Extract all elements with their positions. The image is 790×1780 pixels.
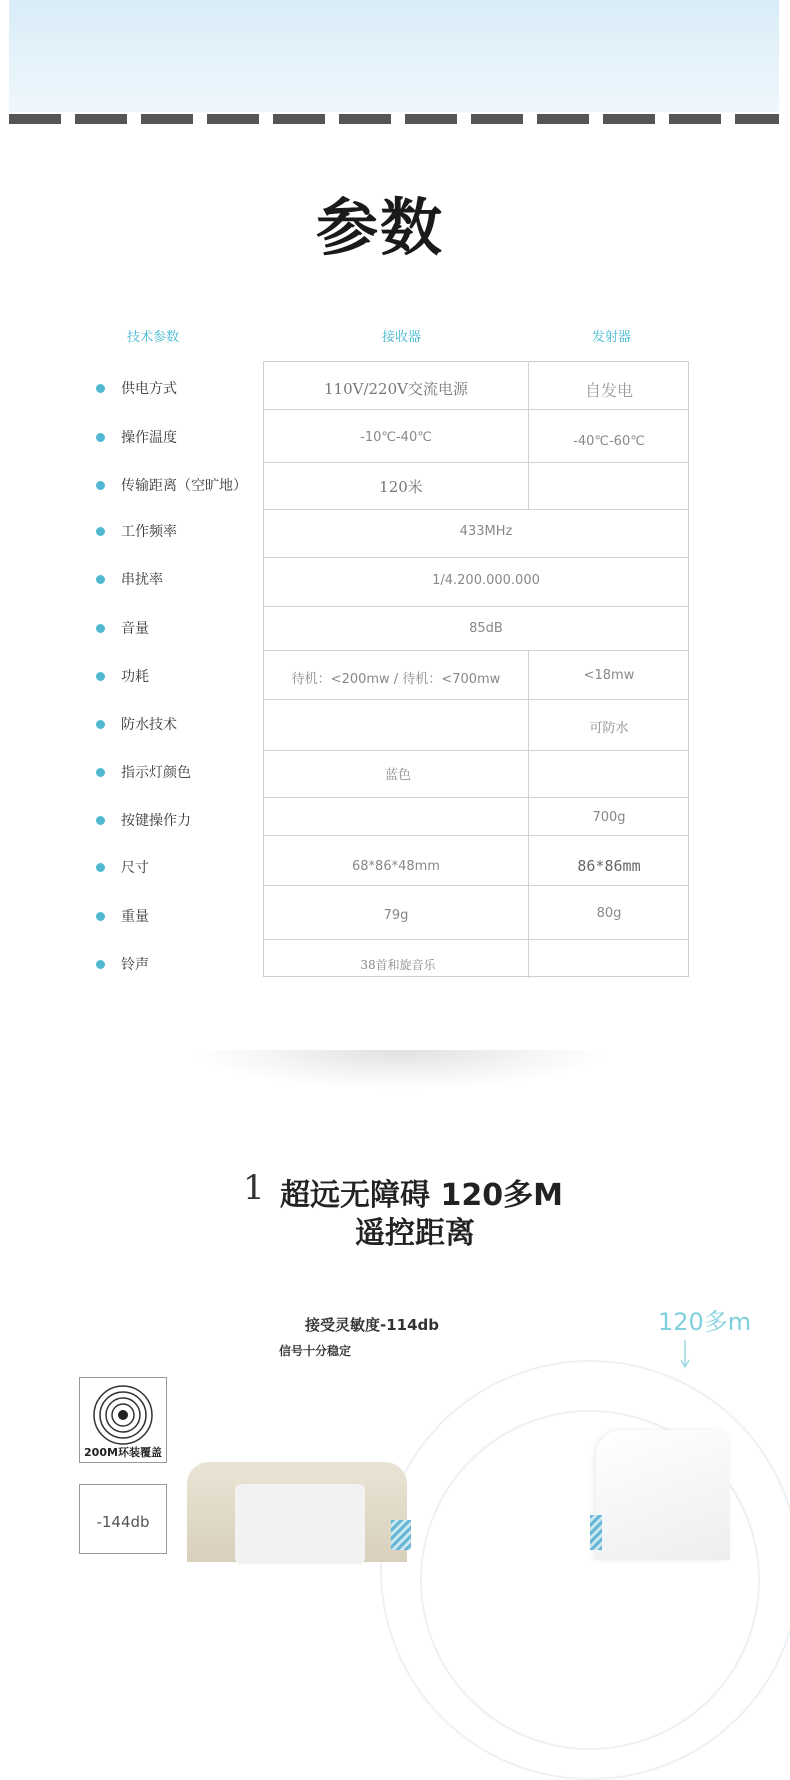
bullet-dot: [96, 527, 105, 536]
bullet-dot: [96, 816, 105, 825]
bullet-dot: [96, 960, 105, 969]
bullet-dot: [96, 481, 105, 490]
table-cell: 自发电: [584, 381, 633, 400]
table-cell: 86*86mm: [577, 857, 641, 875]
spec-table: [263, 361, 689, 977]
distance-label: 120多m: [658, 1308, 752, 1336]
bullet-dot: [96, 863, 105, 872]
dashed-divider: [9, 114, 779, 124]
table-cell: 待机：<200mw / 待机：<700mw: [291, 672, 501, 687]
row-label: 工作频率: [96, 521, 177, 541]
row-label: 尺寸: [96, 857, 149, 877]
row-label: 重量: [96, 906, 149, 926]
row-label: 功耗: [96, 666, 149, 686]
table-cell: 110V/220V交流电源: [324, 380, 468, 398]
row-label: 按键操作力: [96, 810, 191, 830]
table-cell: 38首和旋音乐: [360, 958, 436, 972]
row-label: 防水技术: [96, 714, 177, 734]
db-value: -144db: [96, 1513, 150, 1531]
feature-subtitle: 遥控距离: [355, 1216, 475, 1251]
table-cell: 79g: [383, 908, 409, 923]
table-cell: 80g: [596, 906, 622, 921]
table-cell: 85dB: [469, 621, 503, 636]
page-title: 参数: [315, 191, 444, 264]
table-cell: 120米: [379, 478, 423, 496]
coverage-box: [79, 1377, 167, 1463]
table-cell: -10℃-40℃: [360, 430, 432, 445]
column-header-param: 技术参数: [127, 330, 180, 345]
row-label: 供电方式: [96, 378, 177, 398]
column-header-receiver: 接收器: [382, 330, 422, 345]
bullet-dot: [96, 768, 105, 777]
row-label: 传输距离（空旷地）: [96, 475, 247, 495]
row-label: 音量: [96, 618, 149, 638]
table-cell: 68*86*48mm: [352, 859, 440, 874]
db-box: [79, 1484, 167, 1554]
table-cell: 700g: [592, 810, 626, 825]
receiver-device-image: [187, 1462, 407, 1562]
row-label: 串扰率: [96, 569, 163, 589]
bullet-dot: [96, 624, 105, 633]
bullet-dot: [96, 433, 105, 442]
bullet-dot: [96, 720, 105, 729]
feature-title: 超远无障碍 120多M: [280, 1178, 563, 1213]
bullet-dot: [96, 575, 105, 584]
sensitivity-text: 接受灵敏度-114db: [305, 1316, 440, 1334]
coverage-label: 200M环装覆盖: [84, 1446, 162, 1459]
top-banner: [9, 0, 779, 112]
signal-stripe: [590, 1515, 602, 1550]
down-arrow-icon: [680, 1340, 690, 1370]
table-cell: 可防水: [589, 721, 629, 736]
transmitter-device-image: [596, 1430, 730, 1560]
bullet-dot: [96, 912, 105, 921]
shadow-divider: [190, 1050, 610, 1090]
row-label: 铃声: [96, 954, 149, 974]
table-cell: -40℃-60℃: [573, 434, 645, 449]
table-cell: <18mw: [583, 668, 635, 683]
row-label: 操作温度: [96, 427, 177, 447]
bullet-dot: [96, 384, 105, 393]
row-label: 指示灯颜色: [96, 762, 191, 782]
column-header-transmitter: 发射器: [592, 330, 632, 345]
table-cell: 433MHz: [459, 524, 513, 539]
stable-text: 信号十分稳定: [279, 1344, 352, 1358]
table-cell: 蓝色: [384, 768, 411, 783]
bullet-dot: [96, 672, 105, 681]
feature-number: 1: [243, 1168, 265, 1208]
concentric-circles-icon: [92, 1384, 154, 1446]
table-cell: 1/4.200.000.000: [432, 573, 540, 588]
